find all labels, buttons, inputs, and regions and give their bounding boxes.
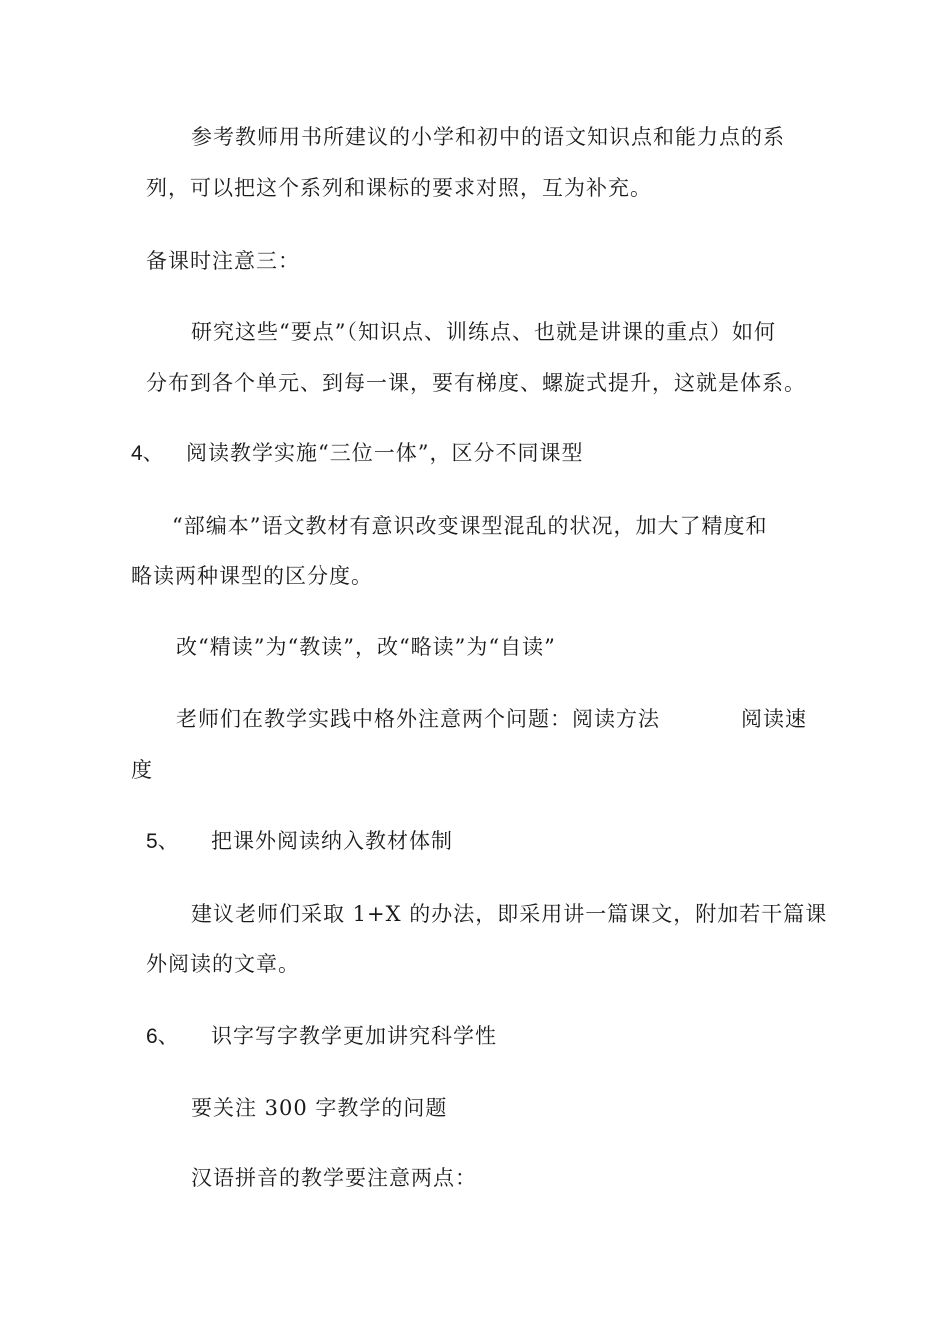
paragraph-line: 列，可以把这个系列和课标的要求对照，互为补充。 xyxy=(146,176,652,200)
paragraph-line: 改“精读”为“教读”，改“略读”为“自读” xyxy=(176,635,556,659)
paragraph-line: 度 xyxy=(131,758,153,782)
paragraph-line: 分布到各个单元、到每一课，要有梯度、螺旋式提升，这就是体系。 xyxy=(146,371,806,395)
paragraph-line: 建议老师们采取 1+X 的办法，即采用讲一篇课文，附加若干篇课 xyxy=(191,902,828,926)
paragraph-line: 备课时注意三： xyxy=(146,249,300,273)
paragraph-line: 外阅读的文章。 xyxy=(146,952,300,976)
section-number: 6、 xyxy=(146,1025,179,1048)
paragraph-line: 阅读速 xyxy=(741,707,807,731)
paragraph-line: 略读两种课型的区分度。 xyxy=(131,564,373,588)
paragraph-line: 参考教师用书所建议的小学和初中的语文知识点和能力点的系 xyxy=(191,125,785,149)
section-heading: 阅读教学实施“三位一体”，区分不同课型 xyxy=(186,441,584,465)
section-number: 4、 xyxy=(131,442,164,465)
section-heading: 识字写字教学更加讲究科学性 xyxy=(211,1024,497,1048)
paragraph-line: 汉语拼音的教学要注意两点： xyxy=(191,1166,477,1190)
paragraph-line: 要关注 300 字教学的问题 xyxy=(191,1096,448,1120)
paragraph-line: 老师们在教学实践中格外注意两个问题：阅读方法 xyxy=(176,707,660,731)
paragraph-line: 研究这些“要点”（知识点、训练点、也就是讲课的重点）如何 xyxy=(191,320,776,344)
section-heading: 把课外阅读纳入教材体制 xyxy=(211,829,453,853)
section-number: 5、 xyxy=(146,830,179,853)
paragraph-line: “部编本”语文教材有意识改变课型混乱的状况，加大了精度和 xyxy=(172,514,768,538)
